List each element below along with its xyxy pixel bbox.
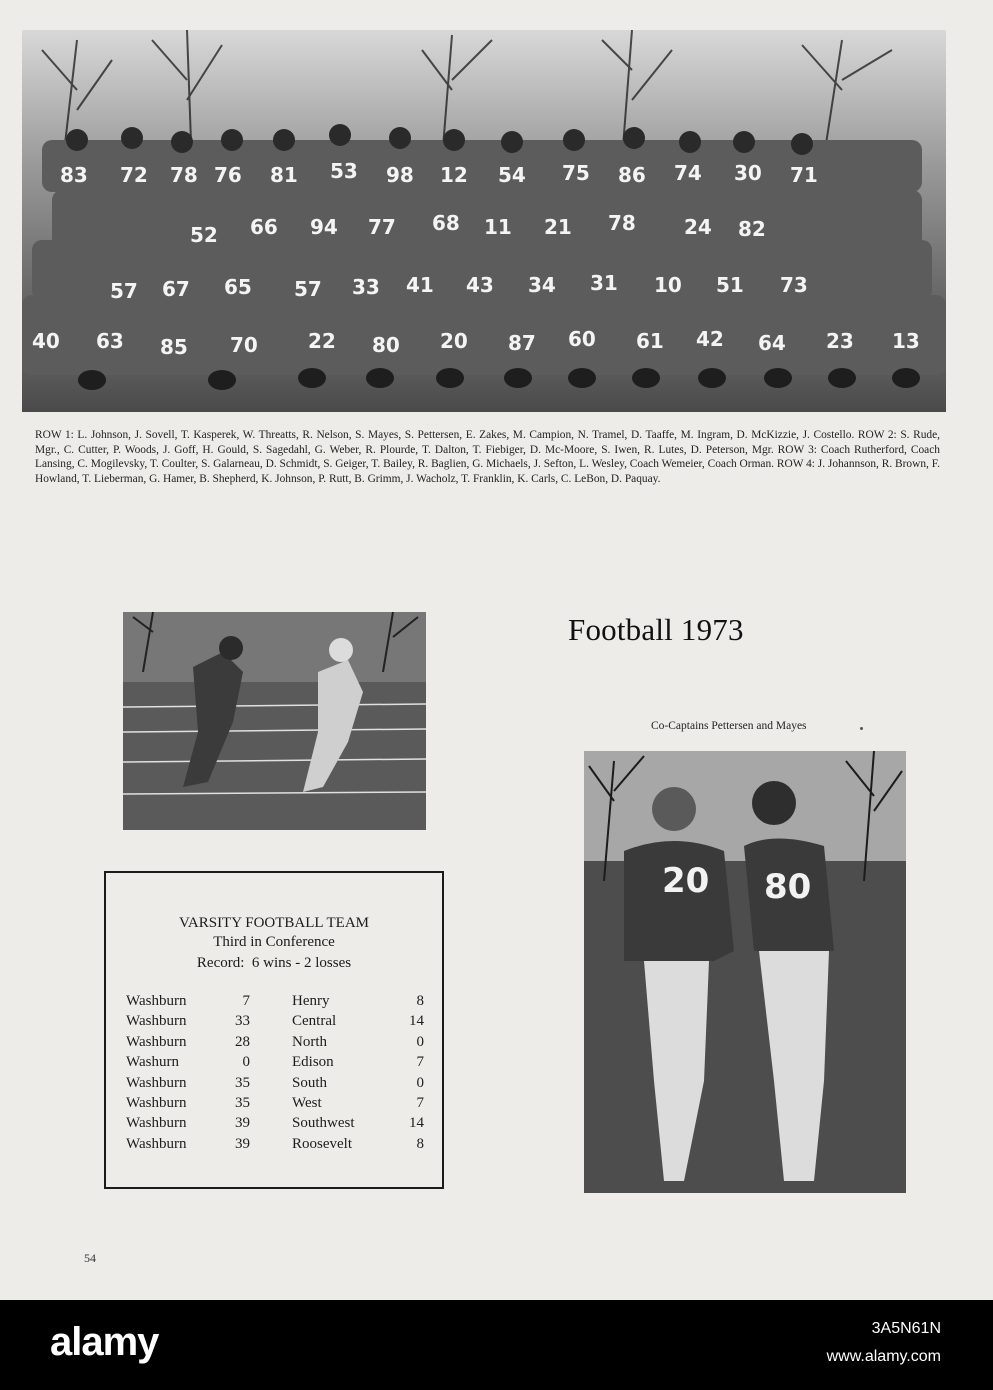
speck (860, 727, 863, 730)
game-row (126, 1013, 431, 1033)
svg-text:64: 64 (758, 331, 786, 355)
svg-text:83: 83 (60, 163, 88, 187)
game-row (126, 1034, 431, 1054)
svg-text:72: 72 (120, 163, 148, 187)
game-action-photo (123, 612, 426, 830)
svg-text:81: 81 (270, 163, 298, 187)
page-number: 54 (84, 1251, 96, 1265)
svg-text:71: 71 (790, 163, 818, 187)
svg-text:68: 68 (432, 211, 460, 235)
team-score: 28 (235, 1033, 250, 1050)
team-name: Washburn (126, 1094, 187, 1111)
svg-text:42: 42 (696, 327, 724, 351)
opponent-score: 7 (416, 1094, 424, 1111)
svg-text:86: 86 (618, 163, 646, 187)
svg-text:52: 52 (190, 223, 218, 247)
svg-text:23: 23 (826, 329, 854, 353)
svg-text:60: 60 (568, 327, 596, 351)
svg-text:73: 73 (780, 273, 808, 297)
team-name: Washburn (126, 1013, 187, 1030)
svg-text:94: 94 (310, 215, 338, 239)
svg-text:78: 78 (170, 163, 198, 187)
svg-text:57: 57 (110, 279, 138, 303)
svg-text:12: 12 (440, 163, 468, 187)
cocaptains-image (584, 751, 906, 1193)
svg-text:24: 24 (684, 215, 712, 239)
opponent-name: South (292, 1074, 328, 1091)
svg-text:40: 40 (32, 329, 60, 353)
game-row (126, 993, 431, 1013)
image-id: 3A5N61N (871, 1320, 941, 1337)
svg-text:75: 75 (562, 161, 590, 185)
svg-text:57: 57 (294, 277, 322, 301)
team-score: 39 (235, 1115, 250, 1132)
game-row (126, 1075, 431, 1095)
svg-text:10: 10 (654, 273, 682, 297)
opponent-score: 8 (416, 993, 424, 1009)
team-name: Washburn (126, 1033, 187, 1050)
team-name: Washburn (126, 1115, 187, 1132)
jersey-number-80: 80 (764, 867, 812, 907)
team-score: 35 (235, 1094, 250, 1111)
game-row (126, 1054, 431, 1074)
game-row (126, 1136, 431, 1156)
svg-text:85: 85 (160, 335, 188, 359)
team-name: Washburn (126, 993, 187, 1009)
team-score: 39 (235, 1135, 250, 1152)
game-row (126, 1095, 431, 1115)
team-score: 33 (235, 1013, 250, 1030)
svg-text:11: 11 (484, 215, 512, 239)
opponent-name: Henry (292, 993, 330, 1009)
svg-text:31: 31 (590, 271, 618, 295)
record-standing: Third in Conference (213, 934, 335, 950)
team-name: Washburn (126, 1135, 187, 1152)
team-name: Washburn (126, 1074, 187, 1091)
season-record-box (104, 871, 444, 1189)
svg-text:67: 67 (162, 277, 190, 301)
svg-text:78: 78 (608, 211, 636, 235)
opponent-score: 14 (409, 1115, 424, 1132)
svg-text:82: 82 (738, 217, 766, 241)
svg-text:22: 22 (308, 329, 336, 353)
game-action-image (123, 612, 426, 830)
opponent-name: North (292, 1033, 327, 1050)
svg-text:21: 21 (544, 215, 572, 239)
svg-text:43: 43 (466, 273, 494, 297)
opponent-score: 14 (409, 1013, 424, 1030)
opponent-name: Central (292, 1013, 337, 1030)
game-row (126, 1115, 431, 1135)
games-list (126, 993, 431, 1156)
team-score: 35 (235, 1074, 250, 1091)
opponent-score: 8 (416, 1135, 424, 1152)
svg-text:53: 53 (330, 159, 358, 183)
team-roster-caption: ROW 1: L. Johnson, J. Sovell, T. Kasperek, W. Threatts, R. Nelson, S. Mayes, S. Pettersen, E. Zakes, M. Campion, N. Tramel, D. Taaffe, M. Ingram, D. McKizzie, J. Costello. ROW 2: S. Rude, Mgr., C. Cutter, P. Woods, J. Goff, H. Gould, S. Sagedahl, G. Weber, R. Plourde, T. Dalton, T. Fiebiger, D. Mc-Moore, S. Iwen, R. Lutes, D. Peterson, Mgr. ROW 3: Coach Rutherford, Coach Lansing, C. Mogilevsky, T. Coulter, S. Galarneau, D. Schmidt, S. Geiger, T. Bailey, R. Baglien, G. Michaels, J. Sefton, L. Wesley, Coach Wemeier, Coach Orman. ROW 4: J. Johannson, R. Brown, F. Howland, T. Lieberman, G. Hamer, B. Shepherd, K. Johnson, P. Rutt, B. Grimm, J. Wacholz, T. Franklin, K. Carls, C. LeBon, D. Paquay. (35, 429, 940, 485)
opponent-score: 7 (416, 1054, 424, 1071)
watermark-footer (0, 1300, 993, 1390)
svg-text:66: 66 (250, 215, 278, 239)
svg-text:30: 30 (734, 161, 762, 185)
team-score: 7 (242, 993, 250, 1009)
svg-text:13: 13 (892, 329, 920, 353)
svg-text:34: 34 (528, 273, 556, 297)
svg-text:61: 61 (636, 329, 664, 353)
team-photo-image (22, 30, 946, 412)
svg-text:51: 51 (716, 273, 744, 297)
svg-text:77: 77 (368, 215, 396, 239)
svg-text:63: 63 (96, 329, 124, 353)
team-photo (22, 30, 946, 412)
svg-text:98: 98 (386, 163, 414, 187)
record-heading: VARSITY FOOTBALL TEAM (178, 915, 369, 931)
footer-url: www.alamy.com (826, 1348, 941, 1365)
svg-text:70: 70 (230, 333, 258, 357)
team-score: 0 (242, 1054, 250, 1071)
svg-text:54: 54 (498, 163, 526, 187)
cocaptains-caption: Co-Captains Pettersen and Mayes (651, 720, 807, 732)
record-summary: Record: 6 wins - 2 losses (196, 955, 352, 971)
opponent-name: West (292, 1094, 322, 1111)
opponent-score: 0 (416, 1074, 424, 1091)
svg-text:65: 65 (224, 275, 252, 299)
svg-text:20: 20 (440, 329, 468, 353)
svg-text:80: 80 (372, 333, 400, 357)
opponent-name: Edison (292, 1054, 334, 1071)
svg-text:74: 74 (674, 161, 702, 185)
svg-text:87: 87 (508, 331, 536, 355)
page-title: Football 1973 (568, 612, 744, 647)
opponent-name: Southwest (292, 1115, 355, 1132)
opponent-name: Roosevelt (292, 1135, 352, 1152)
cocaptains-photo (584, 751, 906, 1193)
svg-text:33: 33 (352, 275, 380, 299)
team-name: Washurn (126, 1054, 179, 1071)
jersey-number-20: 20 (662, 861, 710, 901)
alamy-logo: alamy (50, 1320, 159, 1364)
svg-text:41: 41 (406, 273, 434, 297)
opponent-score: 0 (416, 1033, 424, 1050)
svg-text:76: 76 (214, 163, 242, 187)
